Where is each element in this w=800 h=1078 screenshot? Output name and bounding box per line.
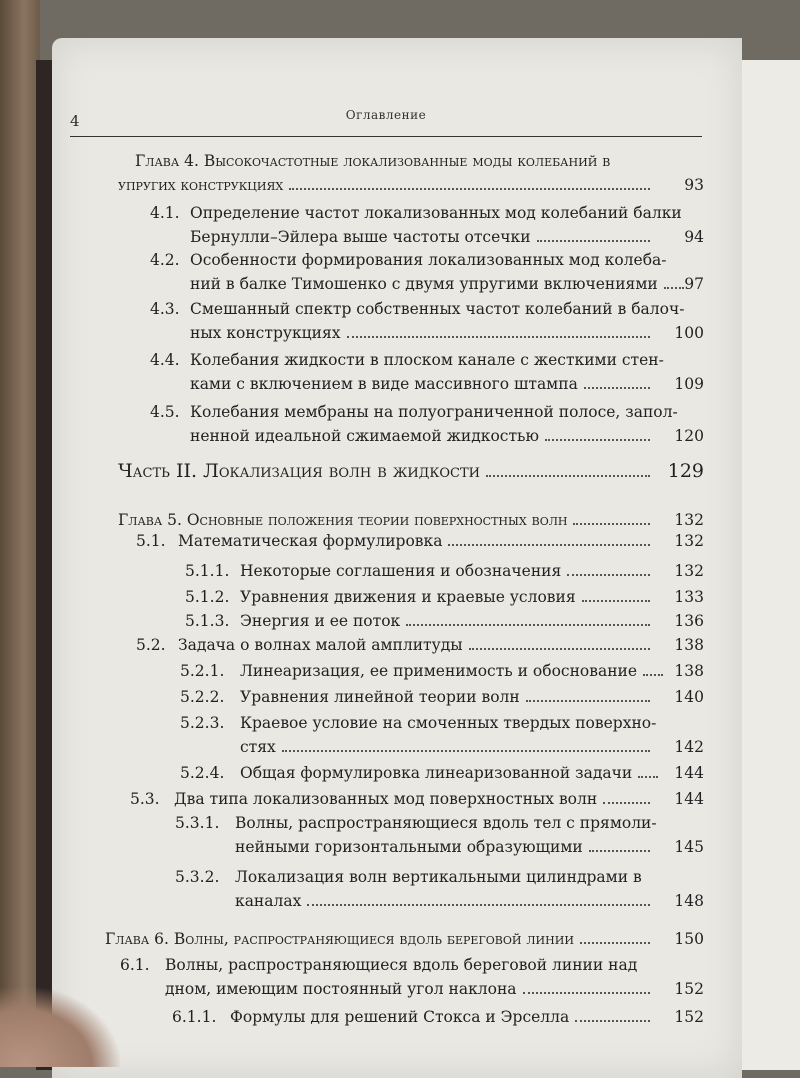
toc-entry-page: 144 [674, 764, 704, 782]
toc-entry-title: Линеаризация, ее применимость и обоснование [240, 662, 638, 680]
toc-entry-s5-1-1 [0, 560, 800, 586]
toc-entry-s5-2 [0, 634, 800, 660]
toc-entry-title-line2: ненной идеальной сжимаемой жидкостью [190, 427, 539, 445]
leader-dots [573, 522, 650, 525]
toc-entry-title-line1: Колебания мембраны на полуограниченной полосе, запол- [190, 403, 678, 421]
toc-entry-number: 5.1.3. [185, 612, 230, 630]
toc-entry-page: 93 [684, 176, 704, 194]
toc-entry-title: Часть II. Локализация волн в жидкости [118, 460, 481, 482]
toc-entry-number: 4.4. [150, 351, 180, 369]
toc-entry-number: 4.5. [150, 403, 180, 421]
toc-entry-number: 5.1.1. [185, 562, 230, 580]
toc-entry-page: 109 [674, 375, 704, 393]
toc-entry-number: 5.1.2. [185, 588, 230, 606]
leader-dots [575, 1019, 650, 1022]
toc-entry-s5-3-2 [0, 866, 800, 918]
toc-entry-number: 5.2.2. [180, 688, 225, 706]
leader-dots [523, 991, 650, 994]
toc-entry-number: 5.3. [130, 790, 160, 808]
toc-entry-number: 5.2.1. [180, 662, 225, 680]
toc-entry-title: Общая формулировка линеаризованной задачи [240, 764, 633, 782]
toc-entry-title: Задача о волнах малой амплитуды [178, 636, 463, 654]
toc-entry-page: 142 [674, 738, 704, 756]
toc-entry-ch4 [0, 150, 800, 202]
leader-dots [486, 474, 650, 477]
leader-dots [469, 647, 650, 650]
toc-entry-s5-2-1 [0, 660, 800, 686]
toc-entry-page: 150 [674, 930, 704, 948]
toc-entry-number: 6.1. [120, 956, 150, 974]
toc-entry-title-line2: упругих конструкциях [118, 176, 284, 194]
toc-entry-title-line1: Колебания жидкости в плоском канале с жесткими стен- [190, 351, 664, 369]
toc-entry-number: 4.2. [150, 251, 180, 269]
page-number: 4 [70, 112, 80, 130]
toc-entry-number: 5.3.1. [175, 814, 220, 832]
toc-entry-page: 132 [674, 511, 704, 529]
toc-entry-s5-2-3 [0, 712, 800, 764]
toc-entry-page: 133 [674, 588, 704, 606]
toc-entry-number: 5.2.3. [180, 714, 225, 732]
toc-entry-number: 5.2.4. [180, 764, 225, 782]
toc-entry-number: 4.3. [150, 300, 180, 318]
toc-entry-page: 129 [667, 460, 704, 482]
toc-entry-title-line1: Глава 4. Высокочастотные локализованные моды колебаний в [135, 152, 611, 170]
toc-entry-s6-1-1 [0, 1006, 800, 1032]
toc-entry-title-line1: Смешанный спектр собственных частот колебаний в балоч- [190, 300, 685, 318]
toc-entry-title: Два типа локализованных мод поверхностных волн [174, 790, 598, 808]
leader-dots [448, 543, 650, 546]
toc-entry-part2 [0, 460, 800, 486]
toc-entry-s5-2-2 [0, 686, 800, 712]
leader-dots [406, 623, 650, 626]
toc-entry-title-line1: Волны, распространяющиеся вдоль тел с прямоли- [235, 814, 657, 832]
toc-entry-number: 5.2. [136, 636, 166, 654]
toc-entry-ch6 [0, 928, 800, 954]
toc-entry-s4-4 [0, 349, 800, 401]
toc-entry-page: 152 [674, 1008, 704, 1026]
leader-dots [582, 599, 650, 602]
toc-entry-page: 132 [674, 562, 704, 580]
toc-entry-title: Математическая формулировка [178, 532, 443, 550]
toc-entry-title: Уравнения движения и краевые условия [240, 588, 576, 606]
toc-entry-s5-3-1 [0, 812, 800, 864]
toc-entry-title-line2: дном, имеющим постоянный угол наклона [165, 980, 517, 998]
toc-entry-title: Формулы для решений Стокса и Эрселла [230, 1008, 570, 1026]
toc-entry-page: 152 [674, 980, 704, 998]
leader-dots [584, 386, 650, 389]
leader-dots [526, 699, 650, 702]
toc-entry-title-line1: Локализация волн вертикальными цилиндрами в [235, 868, 642, 886]
toc-entry-title-line2: каналах [235, 892, 302, 910]
leader-dots [347, 335, 651, 338]
toc-entry-s5-1-3 [0, 610, 800, 636]
toc-entry-title-line1: Особенности формирования локализованных мод колеба- [190, 251, 667, 269]
toc-entry-s4-1 [0, 202, 800, 254]
toc-entry-page: 94 [684, 228, 704, 246]
toc-entry-title-line2: ками с включением в виде массивного штампа [190, 375, 578, 393]
leader-dots [307, 903, 650, 906]
leader-dots [282, 749, 650, 752]
toc-entry-s6-1 [0, 954, 800, 1006]
toc-entry-number: 5.3.2. [175, 868, 220, 886]
toc-entry-page: 140 [674, 688, 704, 706]
toc-entry-page: 138 [674, 662, 704, 680]
toc-entry-page: 144 [674, 790, 704, 808]
toc-entry-title-line2: нейными горизонтальными образующими [235, 838, 583, 856]
toc-entry-page: 145 [674, 838, 704, 856]
toc-entry-title-line2: стях [240, 738, 276, 756]
running-title: Оглавление [345, 108, 427, 122]
leader-dots [580, 941, 650, 944]
toc-entry-s5-1-2 [0, 586, 800, 612]
leader-dots [289, 187, 650, 190]
toc-entry-page: 148 [674, 892, 704, 910]
toc-entry-s4-2 [0, 249, 800, 301]
toc-entry-page: 132 [674, 532, 704, 550]
toc-entry-number: 4.1. [150, 204, 180, 222]
toc-entry-title-line1: Волны, распространяющиеся вдоль береговой линии над [165, 956, 638, 974]
toc-entry-s5-1 [0, 530, 800, 556]
toc-entry-page: 120 [674, 427, 704, 445]
toc-entry-page: 97 [684, 275, 704, 293]
toc-entry-title-line1: Краевое условие на смоченных твердых поверхно- [240, 714, 657, 732]
toc-entry-s5-3 [0, 788, 800, 814]
toc-entry-title-line2: ний в балке Тимошенко с двумя упругими включениями [190, 275, 658, 293]
thumb-holding-book [0, 987, 120, 1067]
leader-dots [537, 239, 650, 242]
toc-entry-number: 5.1. [136, 532, 166, 550]
toc-entry-title: Некоторые соглашения и обозначения [240, 562, 562, 580]
toc-entry-page: 100 [674, 324, 704, 342]
leader-dots [545, 438, 650, 441]
toc-entry-s4-5 [0, 401, 800, 453]
toc-entry-title: Энергия и ее поток [240, 612, 401, 630]
toc-entry-title-line2: Бернулли–Эйлера выше частоты отсечки [190, 228, 531, 246]
toc-entry-title: Глава 6. Волны, распространяющиеся вдоль береговой линии [105, 930, 574, 948]
toc-entry-s5-2-4 [0, 762, 800, 788]
leader-dots [603, 801, 650, 804]
toc-entry-title-line2: ных конструкциях [190, 324, 341, 342]
toc-entry-title: Глава 5. Основные положения теории поверхностных волн [118, 511, 568, 529]
toc-entry-title-line1: Определение частот локализованных мод колебаний балки [190, 204, 682, 222]
toc-entry-page: 138 [674, 636, 704, 654]
leader-dots [567, 573, 650, 576]
toc-entry-number: 6.1.1. [172, 1008, 217, 1026]
toc-entry-title: Уравнения линейной теории волн [240, 688, 520, 706]
toc-entry-s4-3 [0, 298, 800, 350]
leader-dots [589, 849, 650, 852]
toc-entry-page: 136 [674, 612, 704, 630]
